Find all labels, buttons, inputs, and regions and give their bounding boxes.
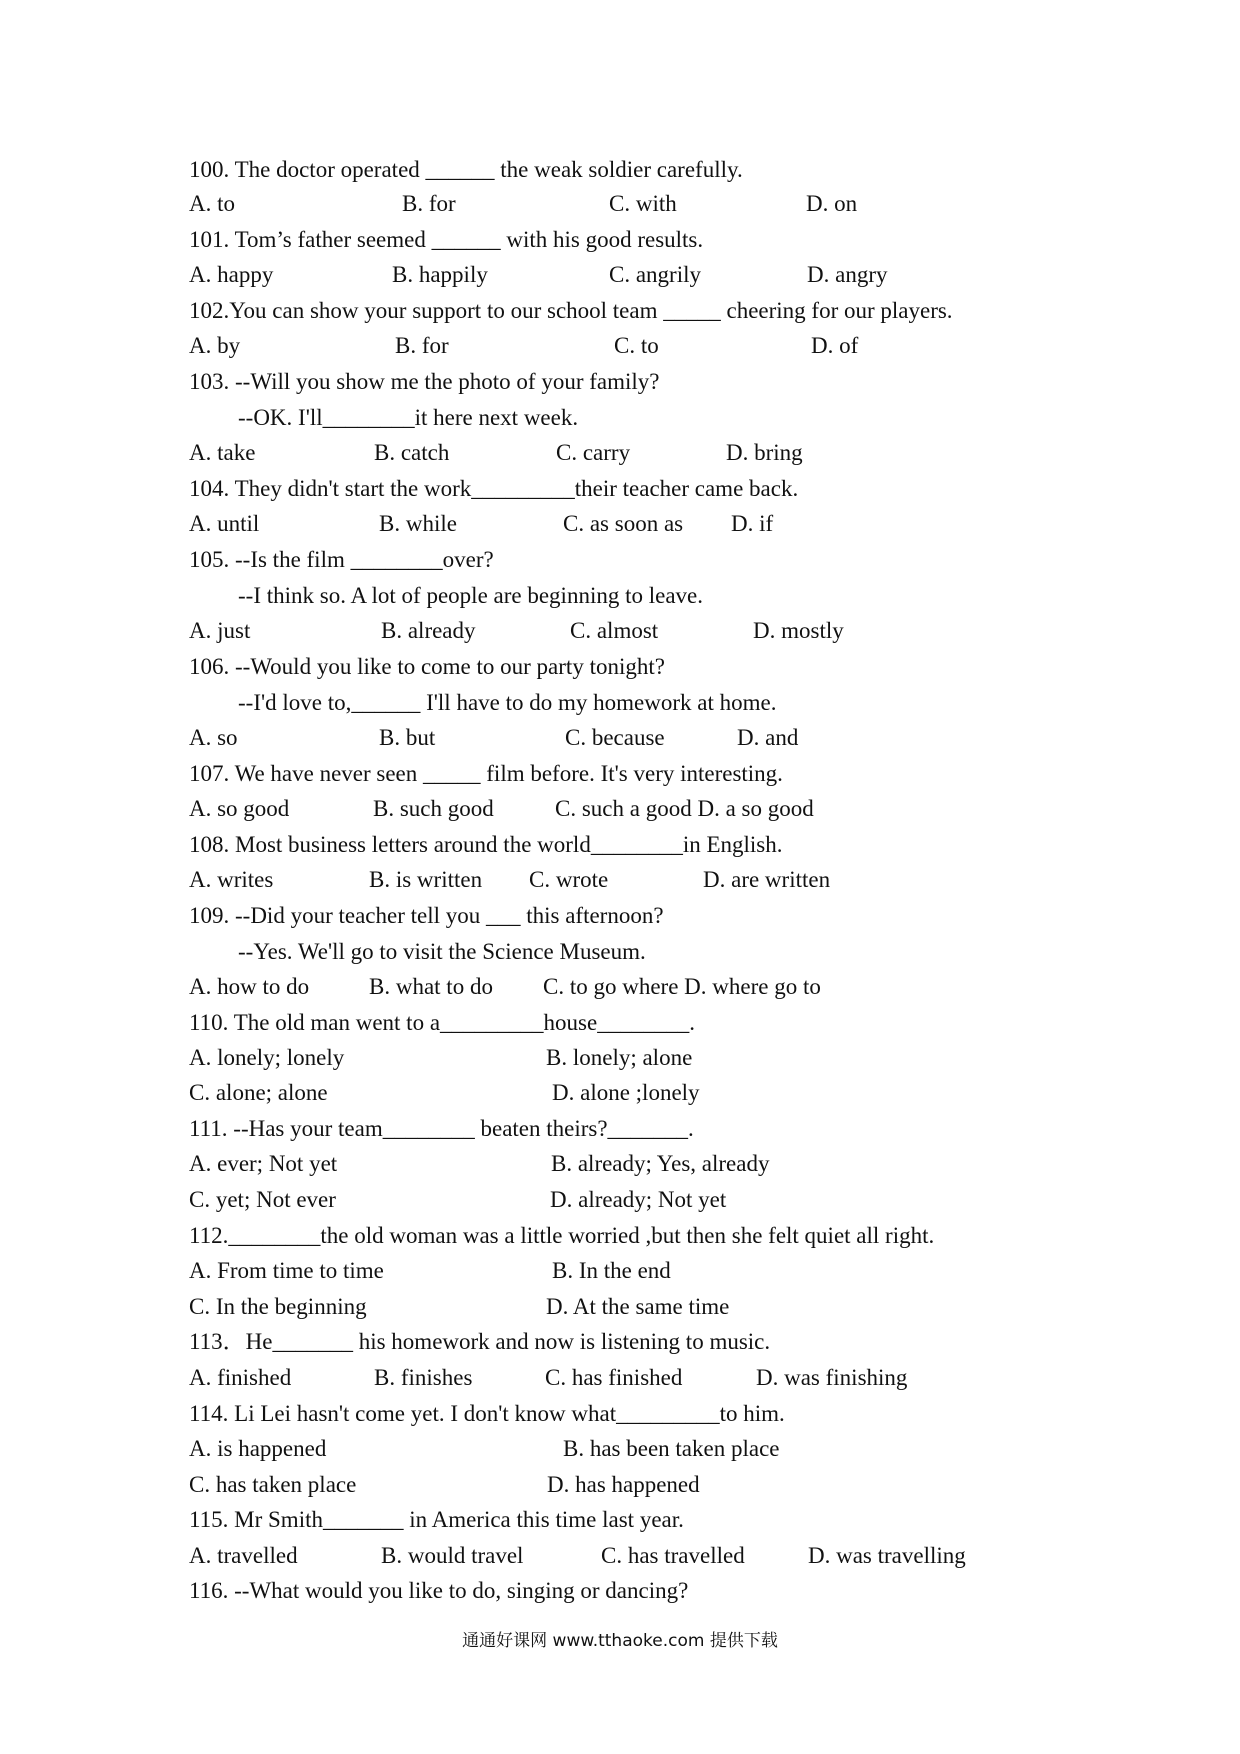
option-b: B. but — [379, 725, 436, 750]
option-b: B. already — [381, 618, 476, 643]
question-stem: 111. --Has your team________ beaten theirs?_______. — [189, 1116, 694, 1141]
option-c: C. wrote — [529, 867, 609, 892]
option-c: C. In the beginning — [189, 1294, 367, 1319]
option-c: C. has travelled — [601, 1543, 745, 1568]
option-d: D. alone ;lonely — [552, 1080, 700, 1105]
option-a: A. until — [189, 511, 260, 536]
option-d: D. and — [737, 725, 799, 750]
option-d: D. mostly — [753, 618, 844, 643]
option-b: B. has been taken place — [563, 1436, 780, 1461]
question-stem: 105. --Is the film ________over? — [189, 547, 494, 572]
option-c: C. to — [614, 333, 659, 358]
question-stem: 112.________the old woman was a little worried ,but then she felt quiet all right. — [189, 1223, 935, 1248]
option-c: C. alone; alone — [189, 1080, 328, 1105]
option-a: A. just — [189, 618, 251, 643]
question-stem: 103. --Will you show me the photo of your family? — [189, 369, 660, 394]
option-d: D. are written — [703, 867, 831, 892]
option-c: C. because — [565, 725, 665, 750]
option-d: D. angry — [807, 262, 888, 287]
question-stem: 109. --Did your teacher tell you ___ this afternoon? — [189, 903, 664, 928]
option-d: D. was finishing — [756, 1365, 908, 1390]
option-c: C. almost — [570, 618, 659, 643]
option-d: D. has happened — [547, 1472, 700, 1497]
option-a: A. is happened — [189, 1436, 327, 1461]
option-b: B. for — [395, 333, 449, 358]
option-d: D. was travelling — [808, 1543, 966, 1568]
option-d: D. if — [731, 511, 774, 536]
option-a: A. From time to time — [189, 1258, 384, 1283]
question-stem: 116. --What would you like to do, singing or dancing? — [189, 1578, 689, 1603]
option-c: C. carry — [556, 440, 631, 465]
option-a: A. so — [189, 725, 238, 750]
option-c: C. yet; Not ever — [189, 1187, 336, 1212]
question-stem: 106. --Would you like to come to our party tonight? — [189, 654, 665, 679]
option-b: B. catch — [374, 440, 450, 465]
dialogue-reply: --I'd love to,______ I'll have to do my homework at home. — [238, 690, 777, 715]
question-stem: 100. The doctor operated ______ the weak soldier carefully. — [189, 157, 743, 182]
option-a: A. how to do — [189, 974, 310, 999]
dialogue-reply: --Yes. We'll go to visit the Science Museum. — [238, 939, 646, 964]
option-c: C. has finished — [545, 1365, 683, 1390]
option-c: C. has taken place — [189, 1472, 357, 1497]
option-a: A. finished — [189, 1365, 292, 1390]
option-d: D. of — [811, 333, 859, 358]
option-b: B. is written — [369, 867, 483, 892]
question-stem: 110. The old man went to a_________house________. — [189, 1010, 695, 1035]
dialogue-reply: --OK. I'll________it here next week. — [238, 405, 579, 430]
option-d: D. already; Not yet — [550, 1187, 727, 1212]
option-b: B. lonely; alone — [546, 1045, 693, 1070]
option-a: A. to — [189, 191, 235, 216]
option-b: B. finishes — [374, 1365, 473, 1390]
question-stem: 104. They didn't start the work_________their teacher came back. — [189, 476, 799, 501]
question-stem: 102.You can show your support to our school team _____ cheering for our players. — [189, 298, 953, 323]
option-a: A. travelled — [189, 1543, 298, 1568]
page-footer: 通通好课网 www.tthaoke.com 提供下载 — [462, 1631, 778, 1651]
option-d: D. At the same time — [546, 1294, 730, 1319]
option-c: C. to go where D. where go to — [543, 974, 821, 999]
option-c: C. with — [609, 191, 677, 216]
option-c: C. angrily — [609, 262, 701, 287]
option-d: D. on — [806, 191, 858, 216]
option-a: A. ever; Not yet — [189, 1151, 338, 1176]
option-a: A. happy — [189, 262, 274, 287]
option-d: D. bring — [726, 440, 803, 465]
option-b: B. such good — [373, 796, 494, 821]
question-stem: 114. Li Lei hasn't come yet. I don't know what_________to him. — [189, 1401, 785, 1426]
option-a: A. lonely; lonely — [189, 1045, 345, 1070]
option-a: A. by — [189, 333, 241, 358]
question-stem: 101. Tom’s father seemed ______ with his good results. — [189, 227, 704, 252]
option-b: B. happily — [392, 262, 488, 287]
option-b: B. would travel — [381, 1543, 524, 1568]
option-b: B. while — [379, 511, 457, 536]
option-b: B. In the end — [552, 1258, 671, 1283]
option-a: A. take — [189, 440, 256, 465]
option-b: B. for — [402, 191, 456, 216]
question-stem: 108. Most business letters around the world________in English. — [189, 832, 783, 857]
dialogue-reply: --I think so. A lot of people are beginning to leave. — [238, 583, 703, 608]
option-b: B. what to do — [369, 974, 493, 999]
option-c: C. such a good D. a so good — [555, 796, 814, 821]
option-a: A. so good — [189, 796, 290, 821]
option-c: C. as soon as — [563, 511, 684, 536]
question-stem: 113．He_______ his homework and now is listening to music. — [189, 1329, 771, 1354]
question-stem: 115. Mr Smith_______ in America this time last year. — [189, 1507, 684, 1532]
question-stem: 107. We have never seen _____ film before. It's very interesting. — [189, 761, 783, 786]
option-a: A. writes — [189, 867, 274, 892]
option-b: B. already; Yes, already — [551, 1151, 770, 1176]
